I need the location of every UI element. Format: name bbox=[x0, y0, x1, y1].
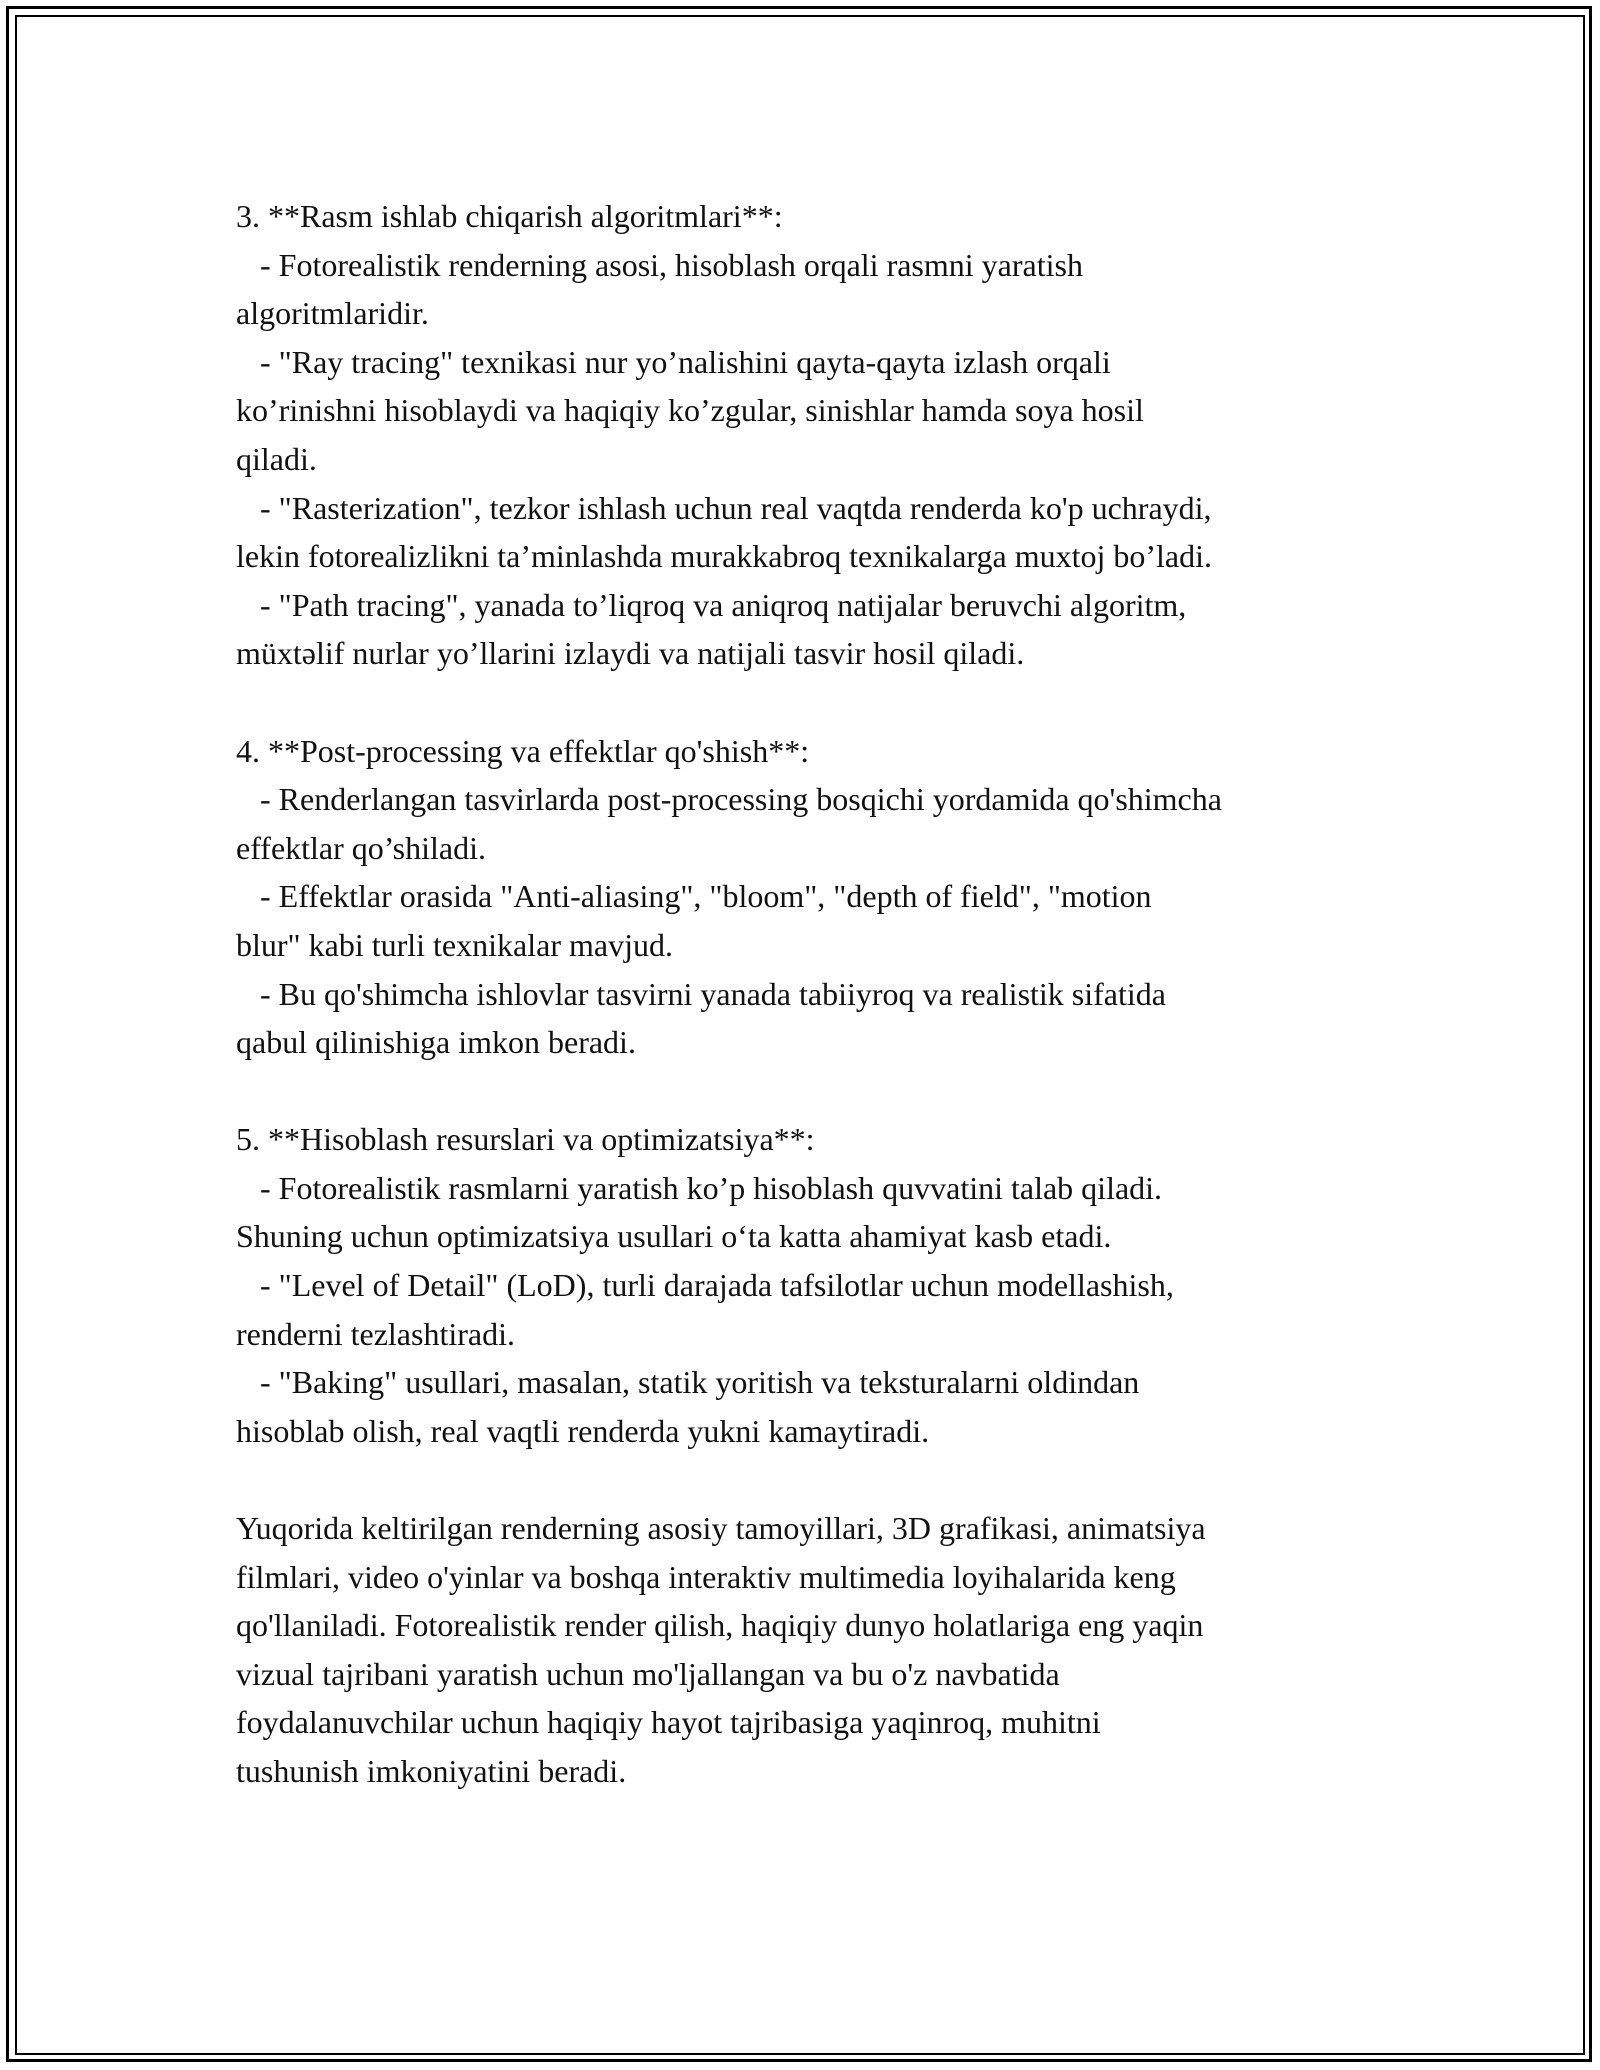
text-line: - "Level of Detail" (LoD), turli darajada tafsilotlar uchun modellashish, bbox=[236, 1267, 1174, 1304]
text-line: algoritmlaridir. bbox=[236, 295, 429, 332]
text-line: - "Path tracing", yanada to’liqroq va aniqroq natijalar beruvchi algoritm, bbox=[236, 586, 1187, 623]
text-line: - "Rasterization", tezkor ishlash uchun real vaqtda renderda ko'p uchraydi, bbox=[236, 489, 1212, 526]
text-line: Shuning uchun optimizatsiya usullari o‘ta katta ahamiyat kasb etadi. bbox=[236, 1218, 1112, 1255]
text-line: renderni tezlashtiradi. bbox=[236, 1315, 515, 1352]
text-line: effektlar qo’shiladi. bbox=[236, 829, 486, 866]
text-line: blur" kabi turli texnikalar mavjud. bbox=[236, 926, 673, 963]
text-line: lekin fotorealizlikni ta’minlashda murakkabroq texnikalarga muxtoj bo’ladi. bbox=[236, 538, 1213, 575]
text-line: - "Baking" usullari, masalan, statik yoritish va teksturalarni oldindan bbox=[236, 1364, 1140, 1401]
text-line: ko’rinishni hisoblaydi va haqiqiy ko’zgular, sinishlar hamda soya hosil bbox=[236, 392, 1144, 429]
text-line: - Fotorealistik rasmlarni yaratish ko’p hisoblash quvvatini talab qiladi. bbox=[236, 1169, 1163, 1206]
section-optimization bbox=[236, 1115, 1386, 1455]
section-heading: 4. **Post-processing va effektlar qo'shish**: bbox=[236, 732, 810, 769]
section-heading: 5. **Hisoblash resurslari va optimizatsiya**: bbox=[236, 1121, 815, 1158]
text-line: foydalanuvchilar uchun haqiqiy hayot tajribasiga yaqinroq, muhitni bbox=[236, 1704, 1101, 1741]
text-line: qo'llaniladi. Fotorealistik render qilish, haqiqiy dunyo holatlariga eng yaqin bbox=[236, 1607, 1204, 1644]
text-line: - Effektlar orasida "Anti-aliasing", "bloom", "depth of field", "motion bbox=[236, 878, 1152, 915]
text-line: qiladi. bbox=[236, 440, 317, 477]
section-post-processing bbox=[236, 727, 1386, 1067]
text-line: - "Ray tracing" texnikasi nur yo’nalishini qayta-qayta izlash orqali bbox=[236, 343, 1111, 380]
section-rendering-algorithms bbox=[236, 192, 1386, 678]
document-body bbox=[236, 192, 1386, 1844]
text-line: tushunish imkoniyatini beradi. bbox=[236, 1753, 627, 1789]
text-line: müxtəlif nurlar yo’llarini izlaydi va natijali tasvir hosil qiladi. bbox=[236, 635, 1025, 672]
text-line: hisoblab olish, real vaqtli renderda yukni kamaytiradi. bbox=[236, 1412, 930, 1449]
section-heading: 3. **Rasm ishlab chiqarish algoritmlari**: bbox=[236, 198, 783, 234]
text-line: - Renderlangan tasvirlarda post-processing bosqichi yordamida qo'shimcha bbox=[236, 781, 1222, 818]
section-conclusion bbox=[236, 1504, 1386, 1796]
text-line: filmlari, video o'yinlar va boshqa interaktiv multimedia loyihalarida keng bbox=[236, 1558, 1176, 1595]
text-line: vizual tajribani yaratish uchun mo'ljallangan va bu o'z navbatida bbox=[236, 1655, 1060, 1692]
text-line: Yuqorida keltirilgan renderning asosiy tamoyillari, 3D grafikasi, animatsiya bbox=[236, 1510, 1206, 1547]
text-line: - Fotorealistik renderning asosi, hisoblash orqali rasmni yaratish bbox=[236, 246, 1083, 283]
text-line: qabul qilinishiga imkon beradi. bbox=[236, 1024, 636, 1061]
text-line: - Bu qo'shimcha ishlovlar tasvirni yanada tabiiyroq va realistik sifatida bbox=[236, 975, 1166, 1012]
